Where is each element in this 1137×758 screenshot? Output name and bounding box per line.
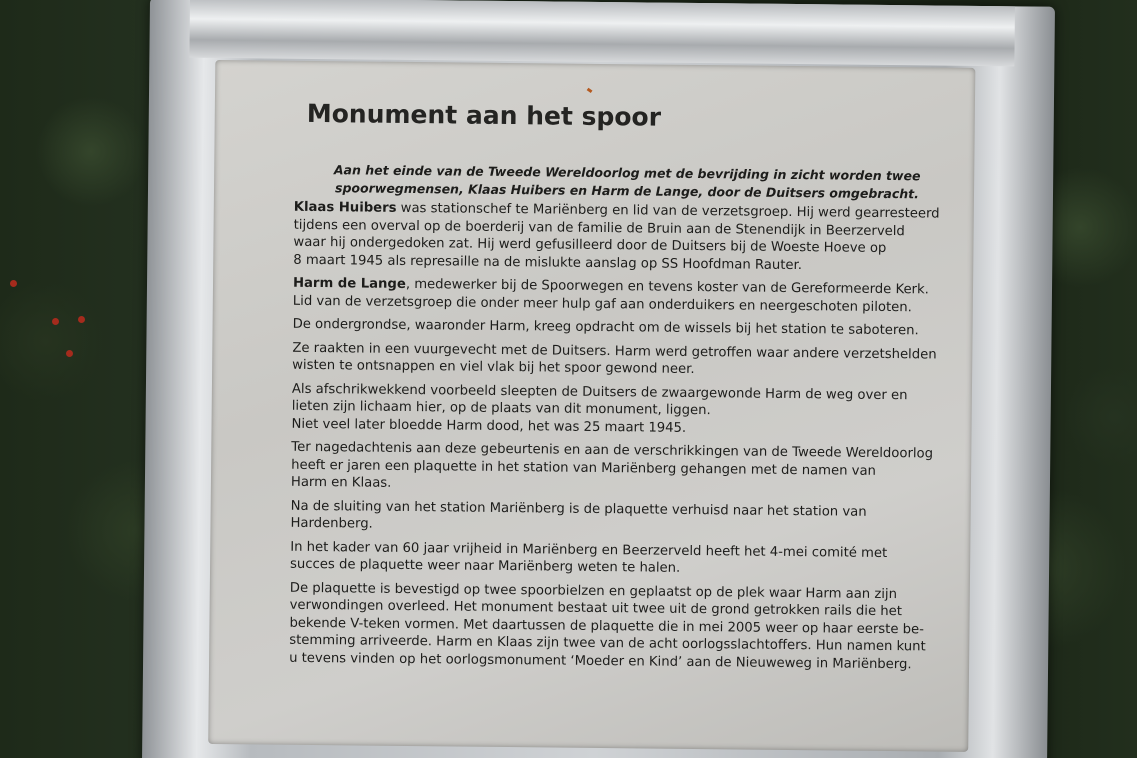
text-line: stemming arriveerde. Harm en Klaas zijn twee van de acht oorlogsslachtoffers. Hun namen kunt (289, 632, 926, 655)
text-line: succes de plaquette weer naar Mariënberg weten te halen. (290, 556, 681, 576)
text-line: bekende V-teken vormen. Met daartussen de plaquette die in mei 2005 weer op haar eerste be- (289, 615, 924, 637)
text-line: Lid van de verzetsgroep die onder meer hulp gaf aan onderduikers en neergeschoten piloten. (292, 293, 912, 315)
paragraph-death (291, 380, 960, 439)
text-line: In het kader van 60 jaar vrijheid in Mariënberg en Beerzerveld heeft het 4-mei comité met (290, 539, 888, 561)
paragraph-relocation (290, 497, 958, 539)
text-line: Ter nagedachtenis aan deze gebeurtenis en aan de verschrikkingen van de Tweede Wereldoorlog (291, 439, 934, 462)
monument-plaque (208, 60, 975, 752)
orange-speck (587, 88, 593, 93)
text-line: Hardenberg. (290, 515, 373, 532)
text-line: heeft er jaren een plaquette in het station van Mariënberg gehangen met de namen van (291, 457, 877, 479)
red-berry (78, 316, 85, 323)
text-line: 8 maart 1945 als represaille na de mislukte aanslag op SS Hoofdman Rauter. (293, 252, 803, 273)
frame-top-bar (189, 0, 1015, 66)
name-harm: Harm de Lange (292, 275, 406, 292)
text-line: Ze raakten in een vuurgevecht met de Duitsers. Harm werd getroffen waar andere verzetshelden (292, 340, 937, 363)
paragraph-klaas (293, 199, 962, 276)
red-berry (66, 350, 73, 357)
red-berry (52, 318, 59, 325)
text-line: Niet veel later bloedde Harm dood, het was 25 maart 1945. (291, 416, 687, 436)
paragraph-monument (289, 579, 958, 673)
plaque-intro: Aan het einde van de Tweede Wereldoorlog met de bevrijding in zicht worden twee spoorwegmensen, Klaas Huibers en Harm de Lange, door de Duitsers omgebracht. (333, 162, 921, 202)
plaque-title: Monument aan het spoor (306, 98, 662, 132)
paragraph-harm (293, 275, 961, 317)
text-line: Harm en Klaas. (290, 474, 392, 491)
text-line: waar hij ondergedoken zat. Hij werd gefusilleerd door de Duitsers bij de Woeste Hoeve op (293, 234, 887, 256)
text-line: u tevens vinden op het oorlogsmonument ‘Moeder en Kind’ aan de Nieuweweg in Mariënberg. (289, 650, 912, 672)
plaque-body (289, 199, 962, 680)
name-klaas: Klaas Huibers (293, 199, 397, 216)
text-line: lieten zijn lichaam hier, op de plaats van dit monument, liggen. (291, 398, 711, 419)
metal-frame (142, 0, 1055, 758)
text-line: wisten te ontsnappen en viel vlak bij het spoor gewond neer. (292, 357, 695, 377)
paragraph-firefight (292, 339, 960, 381)
text-line: verwondingen overleed. Het monument bestaat uit twee uit de grond getrokken rails die het (289, 597, 903, 620)
text-line: Na de sluiting van het station Mariënberg is de plaquette verhuisd naar het station van (290, 498, 867, 520)
text-line: was stationschef te Mariënberg en lid van de verzetsgroep. Hij werd gearresteerd (396, 200, 940, 222)
text-line: tijdens een overval op de boerderij van de familie de Bruin aan de Stenendijk in Beerzerveld (293, 217, 905, 239)
text-line: De ondergrondse, waaronder Harm, kreeg opdracht om de wissels bij het station te saboteren. (292, 316, 919, 339)
paragraph-memorial (291, 439, 960, 498)
red-berry (10, 280, 17, 287)
text-line: Als afschrikwekkend voorbeeld sleepten de Duitsers de zwaargewonde Harm de weg over en (291, 381, 908, 403)
text-line: , medewerker bij de Spoorwegen en tevens koster van de Gereformeerde Kerk. (405, 276, 929, 298)
text-line: De plaquette is bevestigd op twee spoorbielzen en geplaatst op de plek waar Harm aan zijn (289, 580, 898, 602)
paragraph-sabotage (293, 316, 961, 340)
paragraph-return (290, 538, 958, 580)
